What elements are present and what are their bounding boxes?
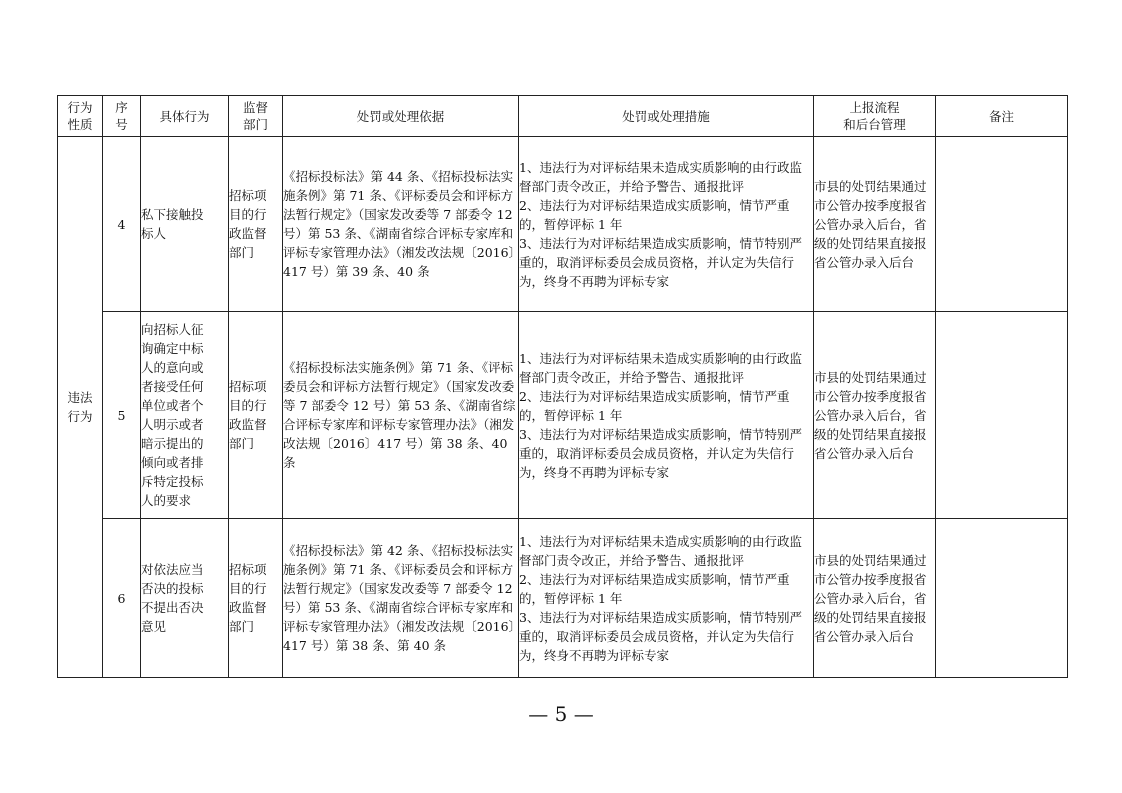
behavior-cell: 向招标人征 询确定中标 人的意向或 者接受任何 单位或者个 人明示或者 暗示提出的 倾向或者排 斥特定投标 人的要求 [141,312,229,519]
report-cell: 市县的处罚结果通过市公管办按季度报省公管办录入后台，省级的处罚结果直接报省公管办录入后台 [814,519,936,678]
header-nature: 行为 性质 [58,96,103,137]
dept-cell: 招标项 目的行 政监督 部门 [229,137,283,312]
remark-cell [936,312,1068,519]
seq-cell: 5 [103,312,141,519]
report-cell: 市县的处罚结果通过市公管办按季度报省公管办录入后台，省级的处罚结果直接报省公管办录入后台 [814,312,936,519]
seq-cell: 4 [103,137,141,312]
header-dept: 监督 部门 [229,96,283,137]
dept-cell: 招标项 目的行 政监督 部门 [229,519,283,678]
measures-cell: 1、违法行为对评标结果未造成实质影响的由行政监督部门责令改正，并给予警告、通报批评 2、违法行为对评标结果造成实质影响，情节严重的，暂停评标 1 年 3、违法行为对评标结果造成实质影响，情节特别严重的，取消评标委员会成员资格，并认定为失信行为，终身不再聘为评标专家 [519,312,814,519]
measures-cell: 1、违法行为对评标结果未造成实质影响的由行政监督部门责令改正，并给予警告、通报批评 2、违法行为对评标结果造成实质影响，情节严重的，暂停评标 1 年 3、违法行为对评标结果造成实质影响，情节特别严重的，取消评标委员会成员资格，并认定为失信行为，终身不再聘为评标专家 [519,519,814,678]
header-remark: 备注 [936,96,1068,137]
penalty-table [57,95,1068,678]
remark-cell [936,519,1068,678]
header-seq: 序 号 [103,96,141,137]
remark-cell [936,137,1068,312]
header-measures: 处罚或处理措施 [519,96,814,137]
category-cell: 违法 行为 [58,137,103,678]
dept-cell: 招标项 目的行 政监督 部门 [229,312,283,519]
table-row [58,312,1068,519]
table-row [58,137,1068,312]
header-row [58,96,1068,137]
seq-cell: 6 [103,519,141,678]
table-row [58,519,1068,678]
header-behavior: 具体行为 [141,96,229,137]
behavior-cell: 对依法应当 否决的投标 不提出否决 意见 [141,519,229,678]
report-cell: 市县的处罚结果通过市公管办按季度报省公管办录入后台，省级的处罚结果直接报省公管办录入后台 [814,137,936,312]
behavior-cell: 私下接触投 标人 [141,137,229,312]
measures-cell: 1、违法行为对评标结果未造成实质影响的由行政监督部门责令改正，并给予警告、通报批评 2、违法行为对评标结果造成实质影响，情节严重的，暂停评标 1 年 3、违法行为对评标结果造成实质影响，情节特别严重的，取消评标委员会成员资格，并认定为失信行为，终身不再聘为评标专家 [519,137,814,312]
header-basis: 处罚或处理依据 [283,96,519,137]
basis-cell: 《招标投标法实施条例》第 71 条、《评标委员会和评标方法暂行规定》（国家发改委等 7 部委令 12 号）第 53 条、《湖南省综合评标专家库和评标专家管理办法》（湘发改法规〔2016〕417 号）第 38 条、40 条 [283,312,519,519]
page-number: — 5 — [528,702,594,726]
header-report: 上报流程 和后台管理 [814,96,936,137]
basis-cell: 《招标投标法》第 42 条、《招标投标法实施条例》第 71 条、《评标委员会和评标方法暂行规定》（国家发改委等 7 部委令 12 号）第 53 条、《湖南省综合评标专家库和评标专家管理办法》（湘发改法规〔2016〕417 号）第 38 条、第 40 条 [283,519,519,678]
basis-cell: 《招标投标法》第 44 条、《招标投标法实施条例》第 71 条、《评标委员会和评标方法暂行规定》（国家发改委等 7 部委令 12 号）第 53 条、《湖南省综合评标专家库和评标专家管理办法》（湘发改法规〔2016〕417 号）第 39 条、40 条 [283,137,519,312]
